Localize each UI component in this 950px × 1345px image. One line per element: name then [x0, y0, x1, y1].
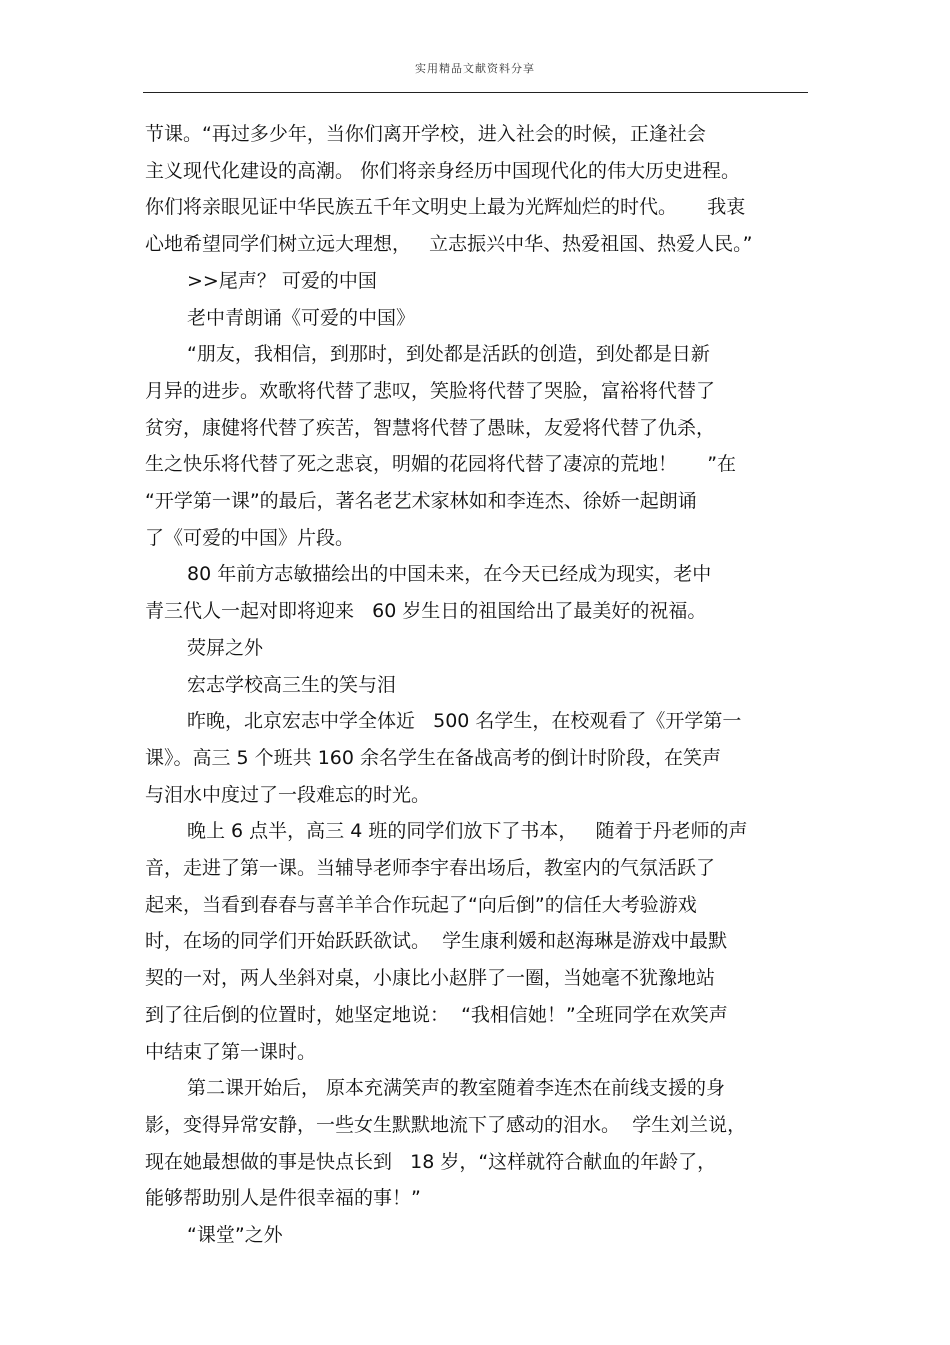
- text-line: 第二课开始后， 原本充满笑声的教室随着李连杰在前线支援的身: [187, 1077, 726, 1100]
- text-line: 荧屏之外: [187, 636, 264, 659]
- text-line: 影，变得异常安静，一些女生默默地流下了感动的泪水。 学生刘兰说，: [145, 1113, 747, 1136]
- text-line: 昨晚，北京宏志中学全体近 500 名学生，在校观看了《开学第一: [187, 710, 742, 733]
- text-line: 老中青朗诵《可爱的中国》: [187, 306, 416, 329]
- text-line: 宏志学校高三生的笑与泪: [187, 673, 397, 696]
- text-line: 80 年前方志敏描绘出的中国未来，在今天已经成为现实，老中: [187, 563, 712, 586]
- text-line: 契的一对，两人坐斜对桌，小康比小赵胖了一圈，当她毫不犹豫地站: [145, 967, 716, 990]
- text-line: 贫穷，康健将代替了疾苦，智慧将代替了愚昧，友爱将代替了仇杀，: [145, 416, 716, 439]
- text-line: 时，在场的同学们开始跃跃欲试。 学生康利媛和赵海琳是游戏中最默: [145, 930, 728, 953]
- text-line: 现在她最想做的事是快点长到 18 岁，“这样就符合献血的年龄了，: [145, 1150, 717, 1173]
- text-line: 心地希望同学们树立远大理想， 立志振兴中华、热爱祖国、热爱人民。”: [145, 233, 753, 256]
- text-line: 节课。“再过多少年，当你们离开学校，进入社会的时候，正逢社会: [145, 123, 706, 145]
- text-line: 能够帮助别人是件很幸福的事！”: [145, 1187, 421, 1210]
- text-line: 青三代人一起对即将迎来 60 岁生日的祖国给出了最美好的祝福。: [145, 600, 707, 623]
- text-line: 月异的进步。欢歌将代替了悲叹，笑脸将代替了哭脸，富裕将代替了: [145, 379, 716, 402]
- text-line: 中结束了第一课时。: [145, 1040, 317, 1063]
- text-line: “朋友，我相信，到那时，到处都是活跃的创造，到处都是日新: [187, 343, 710, 366]
- text-line: 与泪水中度过了一段难忘的时光。: [145, 783, 431, 806]
- header-divider: [143, 92, 808, 93]
- text-line: 了《可爱的中国》片段。: [145, 526, 355, 549]
- text-line: 生之快乐将代替了死之悲哀，明媚的花园将代替了凄凉的荒地！ ”在: [145, 453, 737, 476]
- text-line: 起来，当看到春春与喜羊羊合作玩起了“向后倒”的信任大考验游戏: [145, 893, 697, 916]
- page-header: 实用精品文献资料分享: [415, 62, 535, 75]
- text-line: 主义现代化建设的高潮。 你们将亲身经历中国现代化的伟大历史进程。: [145, 159, 741, 182]
- text-line: 音，走进了第一课。当辅导老师李宇春出场后，教室内的气氛活跃了: [145, 857, 716, 879]
- text-line: “课堂”之外: [187, 1224, 283, 1246]
- text-line: 你们将亲眼见证中华民族五千年文明史上最为光辉灿烂的时代。 我衷: [145, 196, 746, 219]
- text-line: >>尾声？ 可爱的中国: [187, 269, 377, 292]
- text-line: 到了往后倒的位置时，她坚定地说： “我相信她！”全班同学在欢笑声: [145, 1003, 728, 1026]
- text-line: “开学第一课”的最后，著名老艺术家林如和李连杰、徐娇一起朗诵: [145, 490, 697, 512]
- text-line: 晚上 6 点半，高三 4 班的同学们放下了书本， 随着于丹老师的声: [187, 820, 748, 843]
- text-line: 课》。高三 5 个班共 160 余名学生在备战高考的倒计时阶段，在笑声: [145, 746, 722, 769]
